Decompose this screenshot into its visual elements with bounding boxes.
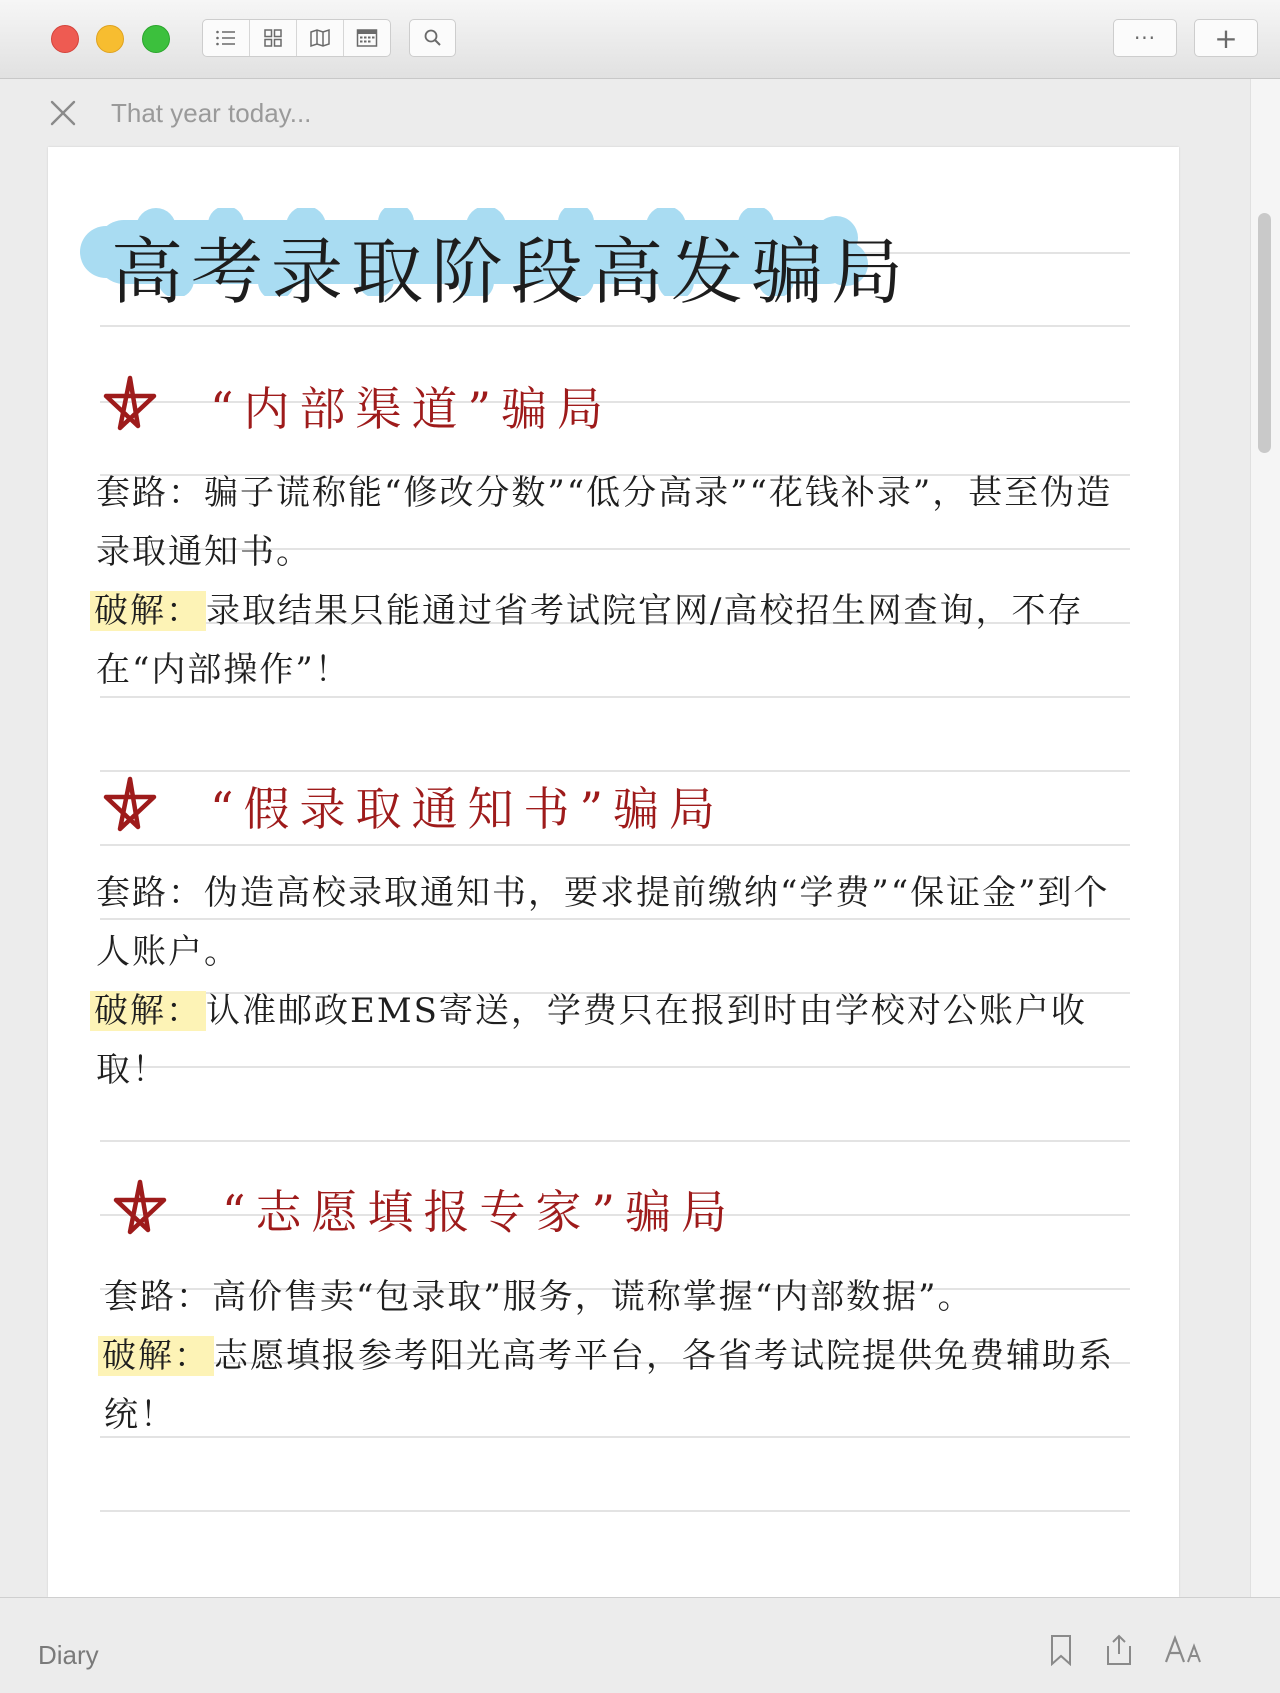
close-icon[interactable]: [48, 98, 78, 128]
solution-text: 认准邮政EMS寄送，学费只在报到时由学校对公账户收取！: [96, 991, 1087, 1090]
solution-label: 破解：: [90, 591, 206, 631]
star-icon: [108, 1176, 172, 1240]
entry-subtitle[interactable]: That year today...: [111, 98, 312, 128]
section-trick: [96, 464, 1136, 582]
note-title-block: [76, 208, 912, 314]
minimize-window-button[interactable]: [96, 25, 124, 53]
section-heading: “假录取通知书”骗局: [210, 782, 726, 836]
calendar-view-button[interactable]: [344, 20, 390, 56]
section-trick: [96, 864, 1136, 982]
ruled-line: [100, 1140, 1130, 1142]
trick-text: 伪造高校录取通知书，要求提前缴纳“学费”“保证金”到个人账户。: [96, 873, 1110, 972]
view-switcher: [202, 19, 391, 57]
list-view-button[interactable]: [203, 20, 250, 56]
window-titlebar: [0, 0, 1280, 79]
ruled-line: [100, 770, 1130, 772]
zoom-window-button[interactable]: [142, 25, 170, 53]
map-view-button[interactable]: [297, 20, 344, 56]
share-icon[interactable]: [1104, 1634, 1134, 1666]
search-icon: [423, 28, 443, 48]
trick-label: 套路：: [104, 1277, 212, 1317]
solution-label: 破解：: [90, 991, 206, 1031]
bookmark-icon[interactable]: [1048, 1634, 1074, 1666]
section-heading: “内部渠道”骗局: [210, 382, 614, 436]
more-button[interactable]: ···: [1113, 19, 1177, 57]
trick-label: 套路：: [96, 873, 204, 913]
note-title: 高考录取阶段高发骗局: [111, 230, 912, 314]
grid-icon: [263, 28, 283, 48]
journal-name[interactable]: Diary: [38, 1640, 99, 1670]
font-size-icon[interactable]: [1164, 1634, 1204, 1666]
trick-label: 套路：: [96, 473, 204, 513]
section-solution: [96, 982, 1136, 1100]
ruled-line: [100, 325, 1130, 327]
add-entry-button[interactable]: +: [1194, 19, 1258, 57]
section-heading: “志愿填报专家”骗局: [222, 1185, 738, 1239]
solution-text: 志愿填报参考阳光高考平台，各省考试院提供免费辅助系统！: [104, 1336, 1114, 1435]
map-icon: [309, 28, 331, 48]
list-icon: [215, 29, 237, 47]
trick-text: 骗子谎称能“修改分数”“低分高录”“花钱补录”，甚至伪造录取通知书。: [96, 473, 1113, 572]
solution-text: 录取结果只能通过省考试院官网/高校招生网查询，不存在“内部操作”！: [96, 591, 1084, 690]
footer-actions: [1048, 1634, 1204, 1666]
star-icon: [98, 773, 162, 837]
calendar-icon: [356, 28, 378, 48]
close-window-button[interactable]: [51, 25, 79, 53]
section-solution: [104, 1327, 1144, 1445]
trick-text: 高价售卖“包录取”服务，谎称掌握“内部数据”。: [212, 1277, 974, 1317]
search-button[interactable]: [409, 19, 456, 57]
ruled-line: [100, 844, 1130, 846]
section-trick: [104, 1268, 1144, 1327]
scrollbar-thumb[interactable]: [1258, 213, 1271, 453]
ruled-line: [100, 1510, 1130, 1512]
star-icon: [98, 372, 162, 436]
grid-view-button[interactable]: [250, 20, 297, 56]
solution-label: 破解：: [98, 1336, 214, 1376]
section-solution: [96, 582, 1136, 700]
